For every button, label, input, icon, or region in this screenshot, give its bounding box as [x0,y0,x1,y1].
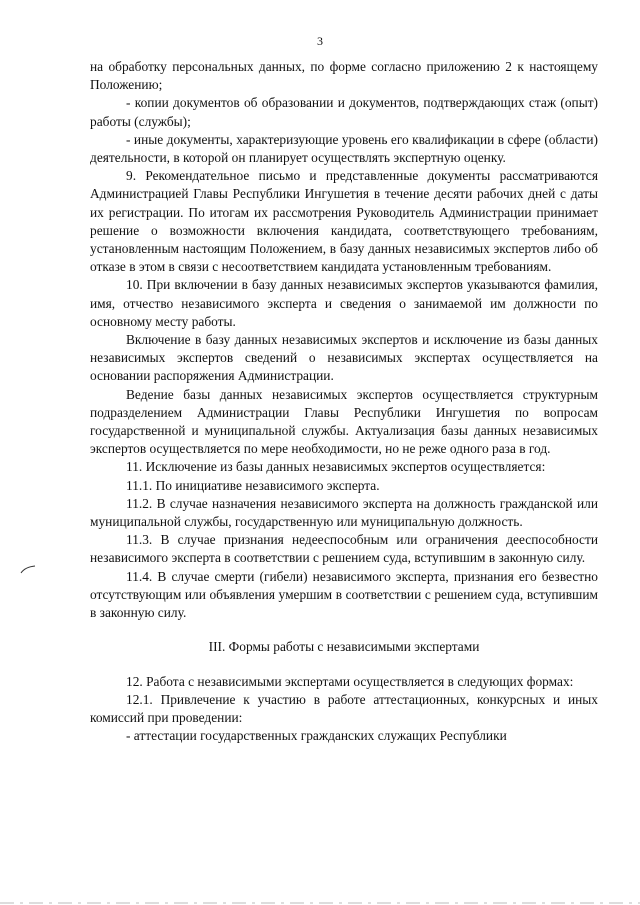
paragraph: 11.2. В случае назначения независимого эксперта на должность гражданской или муниципальной службы, государственную или муниципальную должность. [90,495,598,530]
scan-bottom-edge [0,899,640,905]
spacer [90,657,598,673]
margin-pen-mark [19,564,37,576]
spacer [90,622,598,638]
paragraph: - иные документы, характеризующие уровень его квалификации в сфере (области) деятельности, в которой он планирует осуществлять экспертную оценку. [90,131,598,166]
paragraph: 10. При включении в базу данных независимых экспертов указываются фамилия, имя, отчество независимого эксперта и сведения о занимаемой им должности по основному месту работы. [90,277,598,329]
paragraph: - копии документов об образовании и документов, подтверждающих стаж (опыт) работы (службы); [90,95,598,129]
paragraph: 12. Работа с независимыми экспертами осуществляется в следующих формах: [126,673,574,689]
paragraph: 12.1. Привлечение к участию в работе аттестационных, конкурсных и иных комиссий при проведении: [90,691,598,725]
paragraph: Ведение базы данных независимых экспертов осуществляется структурным подразделением Администрации Главы Республики Ингушетия по вопросам государственной и муниципальной службы. Актуализация базы данных независимых экспертов осуществляется по мере необходимости, но не реже одного раза в год. [90,386,598,457]
paragraph: 11.3. В случае признания недееспособным или ограничения дееспособности независимого эксперта в соответствии с решением суда, вступившим в законную силу. [90,532,598,566]
paragraph: 11.4. В случае смерти (гибели) независимого эксперта, признания его безвестно отсутствующим или объявления умершим в соответствии с решением суда, вступившим в законную силу. [90,568,598,621]
paragraph: 11. Исключение из базы данных независимых экспертов осуществляется: [126,459,546,475]
document-body [90,58,598,745]
page-number: 3 [317,34,323,48]
paragraph: 11.1. По инициативе независимого эксперта. [126,477,380,493]
section-heading: III. Формы работы с независимыми экспертами [208,639,480,655]
paragraph: 9. Рекомендательное письмо и представленные документы рассматриваются Администрацией Главы Республики Ингушетия в течение десяти рабочих дней с даты их регистрации. По итогам их рассмотрения Руководитель Администрации принимает решение о возможности включения кандидата, соответствующего требованиям, установленным настоящим Положением, в базу данных независимых экспертов либо об отказе в этом в связи с несоответствием кандидата установленным требованиям. [90,168,598,275]
paragraph: - аттестации государственных гражданских служащих Республики [126,728,507,744]
paragraph: на обработку персональных данных, по форме согласно приложению 2 к настоящему Положению; [90,59,598,93]
paragraph: Включение в базу данных независимых экспертов и исключение из базы данных независимых экспертов сведений о независимых экспертах осуществляется на основании распоряжения Администрации. [90,332,598,384]
